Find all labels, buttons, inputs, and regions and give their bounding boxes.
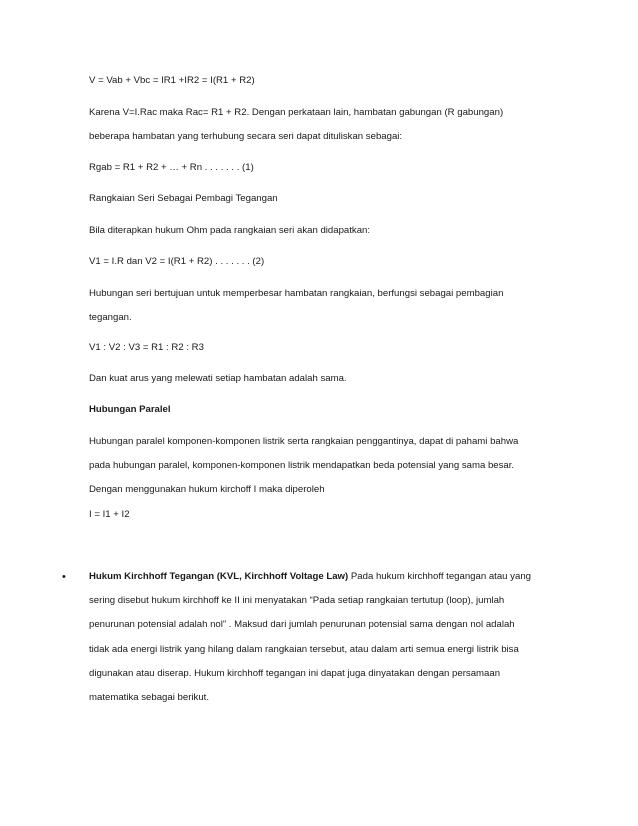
- bullet-paragraph-line: sering disebut hukum kirchhoff ke II ini menyatakan “Pada setiap rangkaian tertutup (loop), jumlah: [89, 595, 505, 606]
- paragraph-line: Dengan menggunakan hukum kirchoff I maka diperoleh: [89, 484, 325, 495]
- bullet-paragraph-line: matematika sebagai berikut.: [89, 692, 209, 703]
- bullet-icon: •: [62, 571, 66, 583]
- equation-voltage-division: V1 = I.R dan V2 = I(R1 + R2) . . . . . . . (2): [89, 256, 265, 267]
- kvl-heading: Hukum Kirchhoff Tegangan (KVL, Kirchhoff Voltage Law): [89, 571, 349, 582]
- bullet-paragraph-line: penurunan potensial adalah nol” . Maksud dari jumlah penurunan potensial sama dengan nol adalah: [89, 619, 515, 630]
- paragraph-line: pada hubungan paralel, komponen-komponen listrik mendapatkan beda potensial yang sama besar.: [89, 460, 515, 471]
- equation-ratio: V1 : V2 : V3 = R1 : R2 : R3: [89, 342, 204, 353]
- bullet-paragraph-line: digunakan atau diserap. Hukum kirchhoff tegangan ini dapat juga dinyatakan dengan persamaan: [89, 668, 501, 679]
- bullet-first-line: [89, 571, 531, 583]
- bullet-first-line-rest: Pada hukum kirchhoff tegangan atau yang: [348, 571, 531, 582]
- equation-series-voltage: V = Vab + Vbc = IR1 +IR2 = I(R1 + R2): [89, 75, 255, 86]
- bullet-paragraph-line: tidak ada energi listrik yang hilang dalam rangkaian tersebut, atau dalam arti semua energi listrik bisa: [89, 644, 519, 655]
- paragraph-line: Karena V=I.Rac maka Rac= R1 + R2. Dengan perkataan lain, hambatan gabungan (R gabungan): [89, 107, 504, 118]
- section-heading-parallel: Hubungan Paralel: [89, 404, 171, 415]
- subheading-series-divider: Rangkaian Seri Sebagai Pembagi Tegangan: [89, 193, 278, 204]
- paragraph-line: tegangan.: [89, 312, 132, 323]
- equation-parallel-current: I = I1 + I2: [89, 509, 130, 520]
- paragraph-line: Hubungan paralel komponen-komponen listrik serta rangkaian penggantinya, dapat di pahami bahwa: [89, 436, 519, 447]
- paragraph-line: Dan kuat arus yang melewati setiap hambatan adalah sama.: [89, 373, 347, 384]
- equation-rgab: Rgab = R1 + R2 + … + Rn . . . . . . . (1): [89, 162, 254, 173]
- paragraph-line: beberapa hambatan yang terhubung secara seri dapat dituliskan sebagai:: [89, 131, 403, 142]
- paragraph-line: Bila diterapkan hukum Ohm pada rangkaian seri akan didapatkan:: [89, 225, 371, 236]
- paragraph-line: Hubungan seri bertujuan untuk memperbesar hambatan rangkaian, berfungsi sebagai pembagian: [89, 288, 504, 299]
